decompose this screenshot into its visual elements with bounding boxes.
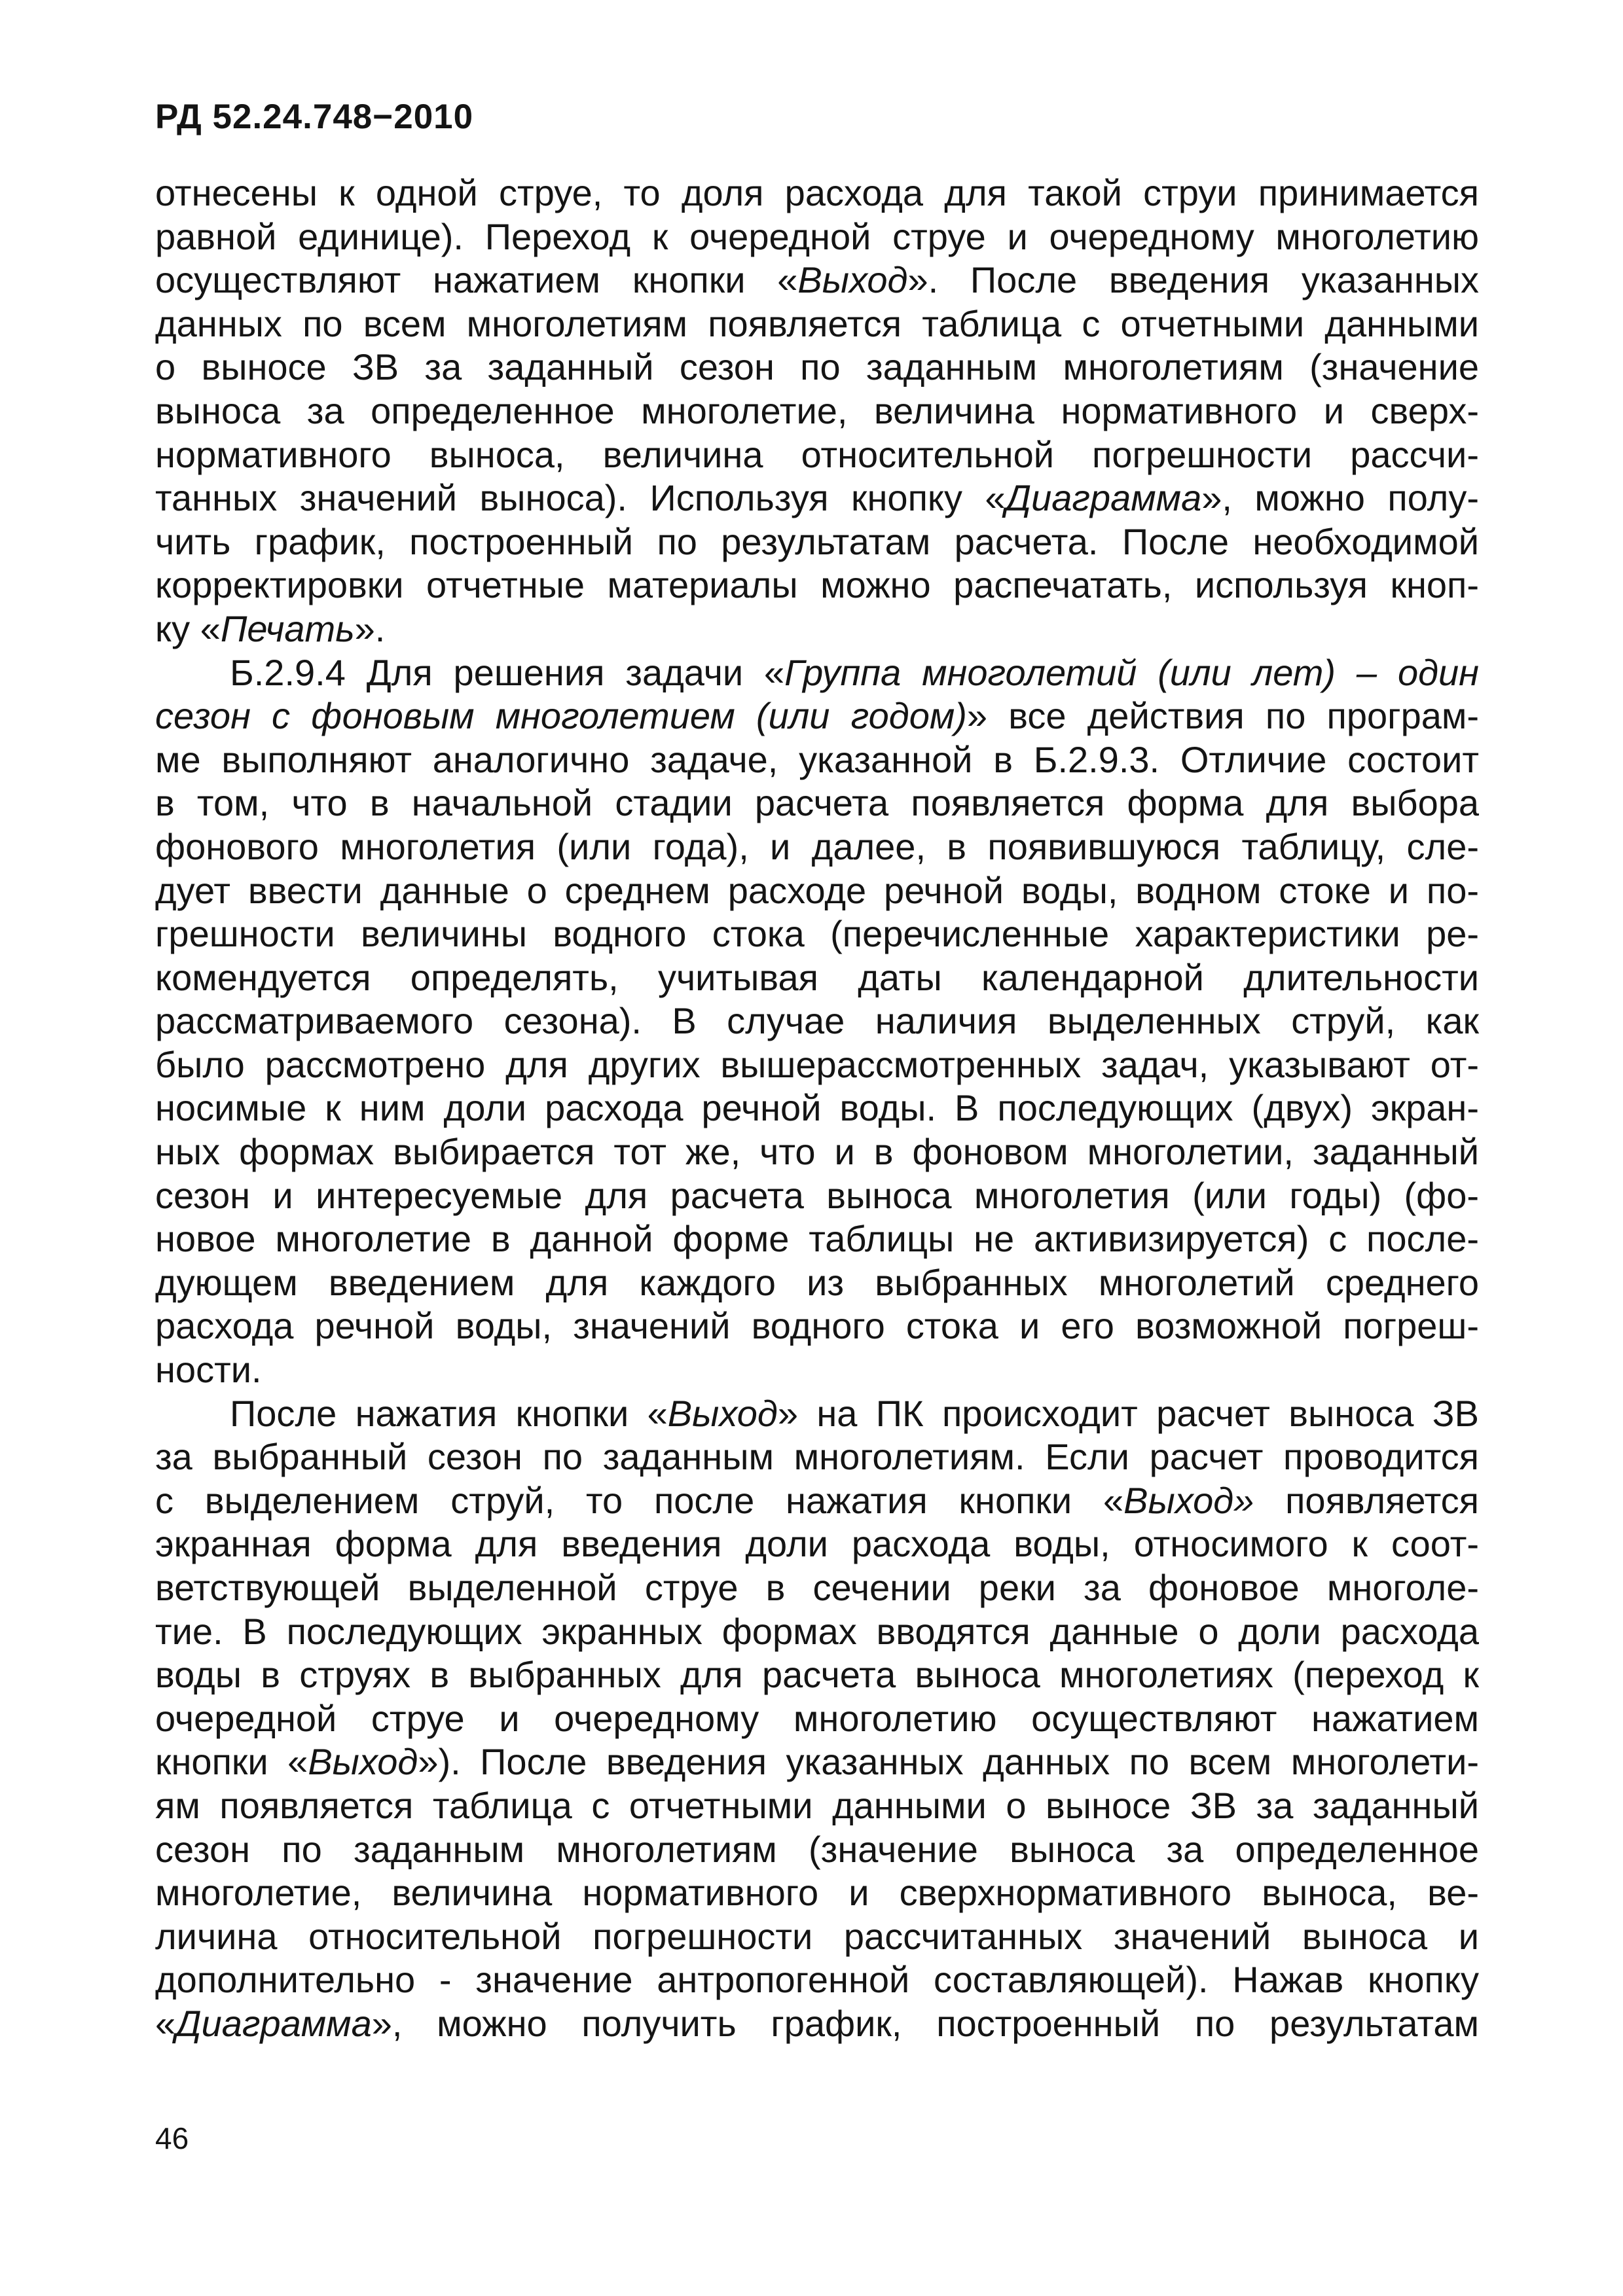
text-line (155, 1479, 1479, 1523)
text-line: корректировки отчетные материалы можно распечатать, используя кноп- (155, 564, 1479, 606)
text-run: ». После введения указанных (907, 259, 1479, 301)
text-line: дующем введением для каждого из выбранных многолетий среднего (155, 1261, 1479, 1303)
text-line (155, 1740, 1479, 1784)
text-line: экранная форма для введения доли расхода воды, относимого к соот- (155, 1523, 1479, 1565)
text-line: выноса за определенное многолетие, величина нормативного и сверх- (155, 389, 1479, 431)
text-line: ности. (155, 1349, 262, 1391)
page-number: 46 (155, 2121, 189, 2155)
text-line: о выносе ЗВ за заданный сезон по заданным многолетиям (значение (155, 346, 1479, 388)
button-name-exit: Выход» (1123, 1479, 1254, 1521)
text-line: равной единице). Переход к очередной струе и очередному многолетию (155, 215, 1479, 257)
text-line (155, 651, 1479, 695)
text-run: ку « (155, 607, 221, 649)
text-run: После нажатия кнопки « (230, 1392, 668, 1434)
text-line: очередной струе и очередному многолетию осуществляют нажатием (155, 1697, 1479, 1739)
button-name-exit: Выход (797, 259, 908, 301)
text-run: » на ПК происходит расчет выноса ЗВ (777, 1392, 1479, 1434)
text-line: воды в струях в выбранных для расчета выноса многолетиях (переход к (155, 1654, 1479, 1696)
text-run: » все действия по програм- (966, 695, 1480, 737)
text-line (155, 476, 1479, 520)
text-line: расхода речной воды, значений водного стока и его возможной погреш- (155, 1305, 1479, 1347)
text-run: кнопки « (155, 1741, 308, 1783)
text-line: в том, что в начальной стадии расчета появляется форма для выбора (155, 782, 1479, 824)
text-run: танных значений выноса). Используя кнопку « (155, 477, 1006, 519)
text-line (155, 1392, 1479, 1436)
text-line: ям появляется таблица с отчетными данными о выносе ЗВ за заданный (155, 1784, 1479, 1826)
text-line: сезон и интересуемые для расчета выноса многолетия (или годы) (фо- (155, 1174, 1479, 1216)
text-line: чить график, построенный по результатам расчета. После необходимой (155, 520, 1479, 562)
text-line: грешности величины водного стока (перечисленные характеристики ре- (155, 913, 1479, 955)
text-line: сезон по заданным многолетиям (значение выноса за определенное (155, 1828, 1479, 1870)
text-line: за выбранный сезон по заданным многолетиям. Если расчет проводится (155, 1436, 1479, 1478)
text-line: дополнительно - значение антропогенной составляющей). Нажав кнопку (155, 1959, 1479, 2001)
text-run: « (155, 2002, 176, 2044)
text-run: Б.2.9.4 Для решения задачи « (230, 651, 785, 693)
text-run: осуществляют нажатием кнопки « (155, 259, 798, 301)
text-line: дует ввести данные о среднем расходе речной воды, водном стоке и по- (155, 869, 1479, 911)
button-name-diagram: Диаграмма (1005, 477, 1202, 519)
text-run: с выделением струй, то после нажатия кнопки « (155, 1479, 1124, 1521)
text-line: тие. В последующих экранных формах вводятся данные о доли расхода (155, 1610, 1479, 1652)
text-line (155, 2002, 1479, 2046)
task-name: сезон с фоновым многолетием (или годом) (155, 695, 967, 737)
text-line: данных по всем многолетиям появляется таблица с отчетными данными (155, 302, 1479, 344)
button-name-exit: Выход (667, 1392, 778, 1434)
text-line: новое многолетие в данной форме таблицы не активизируется) с после- (155, 1218, 1479, 1260)
text-line (155, 259, 1479, 302)
text-run: », можно получить график, построенный по результатам (371, 2002, 1479, 2044)
text-line: личина относительной погрешности рассчитанных значений выноса и (155, 1915, 1479, 1957)
button-name-diagram: Диаграмма (175, 2002, 372, 2044)
text-run: ». (354, 607, 386, 649)
text-line: комендуется определять, учитывая даты календарной длительности (155, 956, 1479, 998)
text-line: носимые к ним доли расхода речной воды. В последующих (двух) экран- (155, 1087, 1479, 1129)
text-line: фонового многолетия (или года), и далее, в появившуюся таблицу, сле- (155, 825, 1479, 867)
text-run: »). После введения указанных данных по всем многолети- (418, 1741, 1479, 1783)
text-run: », можно полу- (1201, 477, 1479, 519)
text-line: ветствующей выделенной струе в сечении реки за фоновое многоле- (155, 1567, 1479, 1608)
text-line: нормативного выноса, величина относительной погрешности рассчи- (155, 433, 1479, 475)
text-line: отнесены к одной струе, то доля расхода для такой струи принимается (155, 172, 1479, 213)
text-run: появляется (1254, 1479, 1479, 1521)
document-code: РД 52.24.748−2010 (155, 98, 474, 136)
text-line (155, 607, 1479, 651)
button-name-exit: Выход (308, 1741, 418, 1783)
button-name-print: Печать (220, 607, 355, 649)
body-text (155, 171, 1479, 2046)
task-name: Группа многолетий (или лет) – один (784, 651, 1479, 693)
text-line: было рассмотрено для других вышерассмотренных задач, указывают от- (155, 1043, 1479, 1085)
text-line: ных формах выбирается тот же, что и в фоновом многолетии, заданный (155, 1131, 1479, 1173)
text-line: многолетие, величина нормативного и сверхнормативного выноса, ве- (155, 1872, 1479, 1914)
text-line (155, 694, 1479, 738)
text-line: рассматриваемого сезона). В случае наличия выделенных струй, как (155, 1000, 1479, 1042)
text-line: ме выполняют аналогично задаче, указанной в Б.2.9.3. Отличие состоит (155, 738, 1479, 780)
